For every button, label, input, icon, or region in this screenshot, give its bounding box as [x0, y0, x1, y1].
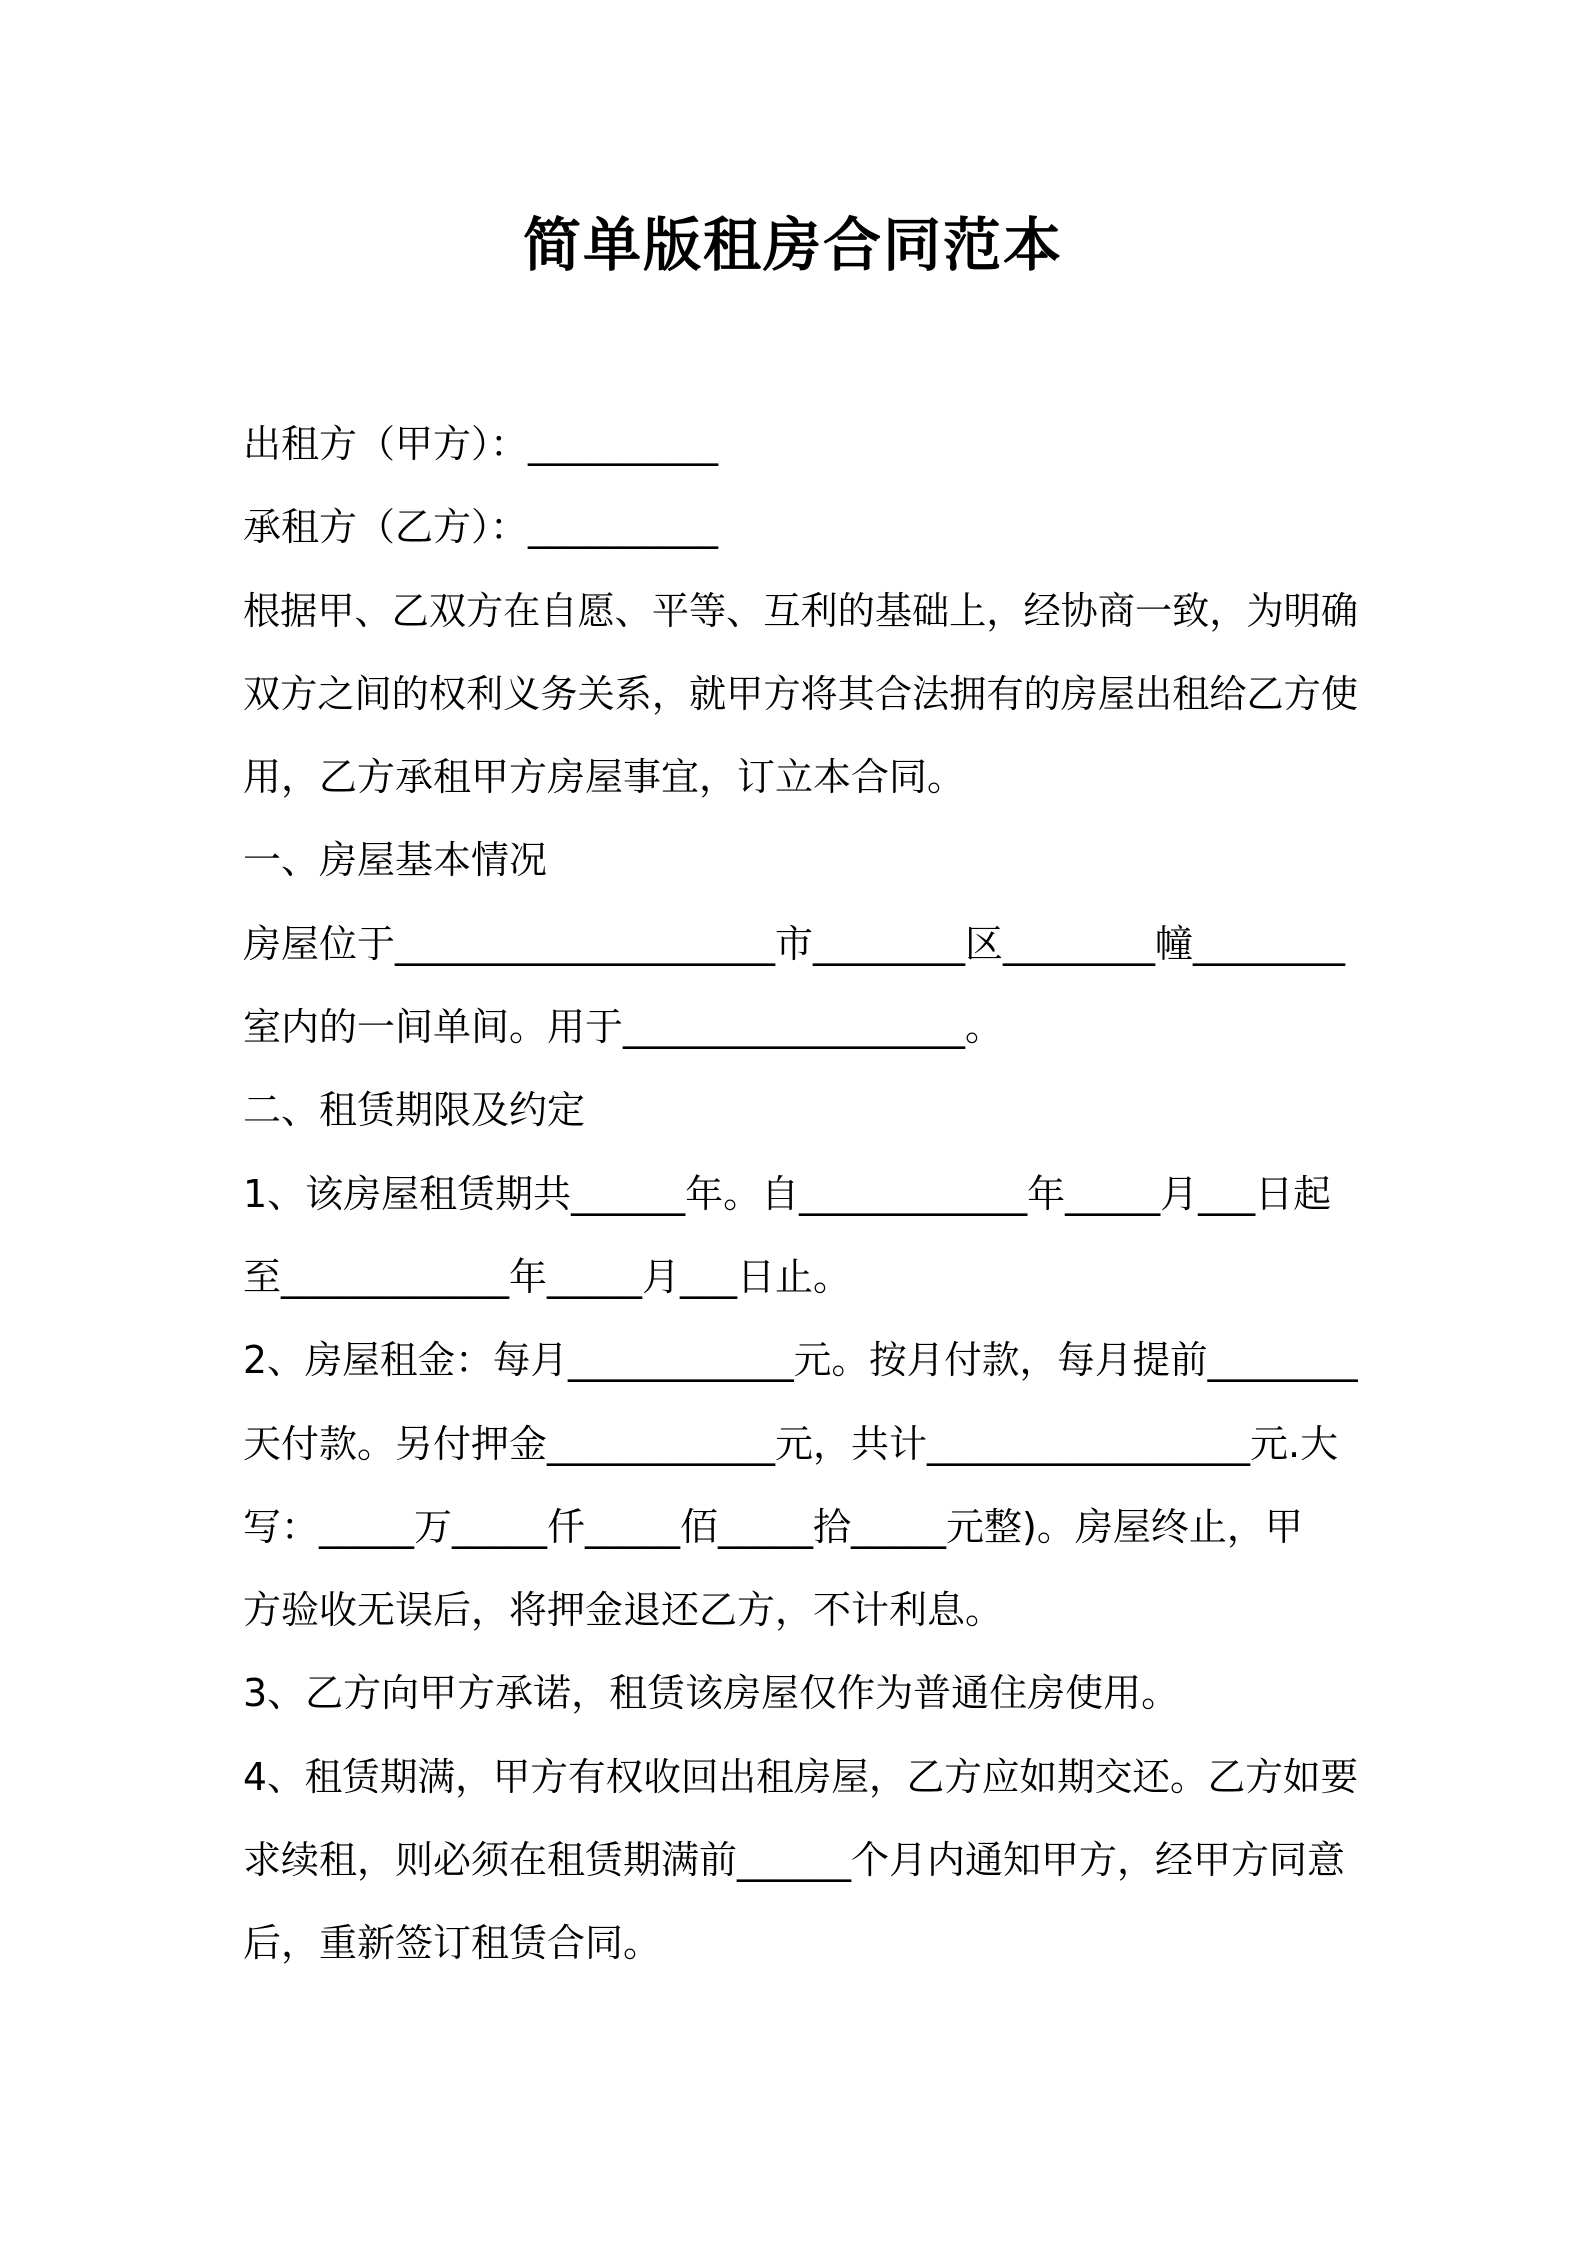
document-title: 简单版租房合同范本 — [522, 211, 1063, 279]
lessor-line: 出租方（甲方）：__________ — [243, 422, 719, 466]
clause-3-line-1: 3、乙方向甲方承诺，租赁该房屋仅作为普通住房使用。 — [243, 1671, 1180, 1716]
clause-2-line-3: 写：_____万_____仟_____佰_____拾_____元整)。房屋终止，甲 — [243, 1504, 1303, 1549]
property-location-line-1: 房屋位于____________________市________区________幢________ — [243, 921, 1346, 966]
clause-4-line-2: 求续租，则必须在租赁期满前______个月内通知甲方，经甲方同意 — [243, 1838, 1346, 1883]
section-heading-property: 一、房屋基本情况 — [243, 838, 548, 883]
preamble-line-2: 双方之间的权利义务关系，就甲方将其合法拥有的房屋出租给乙方使 — [243, 671, 1358, 716]
document-body — [243, 403, 1358, 1986]
clause-2-line-1: 2、房屋租金：每月____________元。按月付款，每月提前________ — [243, 1338, 1358, 1383]
clause-2-line-4: 方验收无误后，将押金退还乙方，不计利息。 — [243, 1588, 1004, 1633]
section-heading-term: 二、租赁期限及约定 — [243, 1088, 586, 1133]
clause-2-line-2: 天付款。另付押金____________元，共计_________________元.大 — [243, 1421, 1339, 1466]
clause-1-line-1: 1、该房屋租赁期共______年。自____________年_____月___日起 — [243, 1171, 1332, 1216]
property-location-line-2: 室内的一间单间。用于__________________。 — [243, 1005, 1004, 1050]
clause-1-line-2: 至____________年_____月___日止。 — [243, 1254, 852, 1299]
preamble-line-3: 用，乙方承租甲方房屋事宜，订立本合同。 — [243, 755, 966, 800]
clause-4-line-1: 4、租赁期满，甲方有权收回出租房屋，乙方应如期交还。乙方如要 — [243, 1754, 1358, 1799]
lessee-line: 承租方（乙方）：__________ — [243, 505, 719, 550]
clause-4-line-3: 后，重新签订租赁合同。 — [243, 1921, 662, 1966]
preamble-line-1: 根据甲、乙双方在自愿、平等、互利的基础上，经协商一致，为明确 — [243, 588, 1358, 633]
